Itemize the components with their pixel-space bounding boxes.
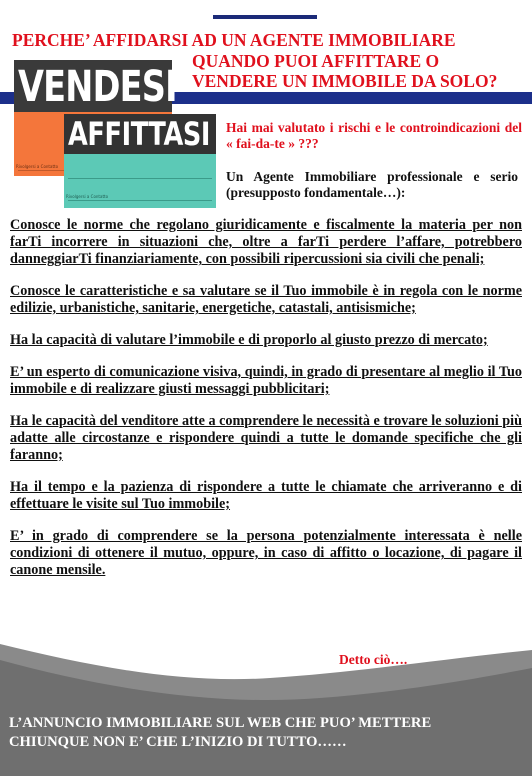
cta-line-1: L’ANNUNCIO IMMOBILIARE SUL WEB CHE PUO’ METTERE	[9, 715, 432, 731]
vendesi-sign-text: VENDESI	[18, 62, 177, 112]
headline-line-3: VENDERE UN IMMOBILE DA SOLO?	[192, 71, 498, 91]
headline-line-1: PERCHE’ AFFIDARSI AD UN AGENTE IMMOBILIARE	[12, 30, 456, 50]
affittasi-sign-line	[68, 200, 212, 201]
intro-statement: Un Agente Immobiliare professionale e serio (presupposto fondamentale…):	[226, 169, 518, 200]
vendesi-sign-contact-label: Rivolgersi a Contatto	[16, 164, 59, 169]
footer-call-to-action	[9, 714, 524, 752]
list-item: Conosce le norme che regolano giuridicamente e fiscalmente la materia per non farTi incorrere in situazioni che, oltre a farTi perdere l’affare, potrebbero danneggiarTi finanziariamente, con possibili ripercussioni sia civili che penali;	[10, 217, 522, 267]
list-item: Ha la capacità di valutare l’immobile e di proporlo al giusto prezzo di mercato;	[10, 332, 488, 348]
list-item: E’ in grado di comprendere se la persona potenzialmente interessata è nelle condizioni di ottenere il mutuo, oppure, in caso di affitto o locazione, di pagare il canone mensile.	[10, 528, 522, 578]
affittasi-sign-line	[68, 178, 212, 179]
detto-cio-text: Detto ciò….	[339, 652, 408, 667]
list-item: Ha il tempo e la pazienza di rispondere a tutte le chiamate che arriveranno e di effettuare le visite sul Tuo immobile;	[10, 479, 522, 512]
intro-question: Hai mai valutato i rischi e le controindicazioni del « fai-da-te » ???	[226, 120, 522, 151]
affittasi-sign-contact-label: Rivolgersi a Contatto	[66, 194, 109, 199]
list-item: Conosce le caratteristiche e sa valutare se il Tuo immobile è in regola con le norme edilizie, urbanistiche, sanitarie, energetiche, catastali, antisismiche;	[10, 283, 522, 316]
agent-qualities-list	[10, 217, 522, 594]
list-item: Ha le capacità del venditore atte a comprendere le necessità e trovare le soluzioni più adatte alle circostanze e rispondere quindi a tutte le domande specifiche che gli faranno;	[10, 413, 522, 463]
footer-wave-background	[0, 636, 532, 776]
affittasi-sign-text: AFFITTASI	[68, 115, 211, 153]
affittasi-sign-image	[64, 114, 216, 208]
top-rule	[213, 15, 317, 19]
cta-line-2: CHIUNQUE NON E’ CHE L’INIZIO DI TUTTO……	[9, 734, 347, 750]
list-item: E’ un esperto di comunicazione visiva, quindi, in grado di presentare al meglio il Tuo immobile e di realizzare giusti messaggi pubblicitari;	[10, 364, 522, 397]
headline-line-2: QUANDO PUOI AFFITTARE O	[192, 51, 440, 71]
